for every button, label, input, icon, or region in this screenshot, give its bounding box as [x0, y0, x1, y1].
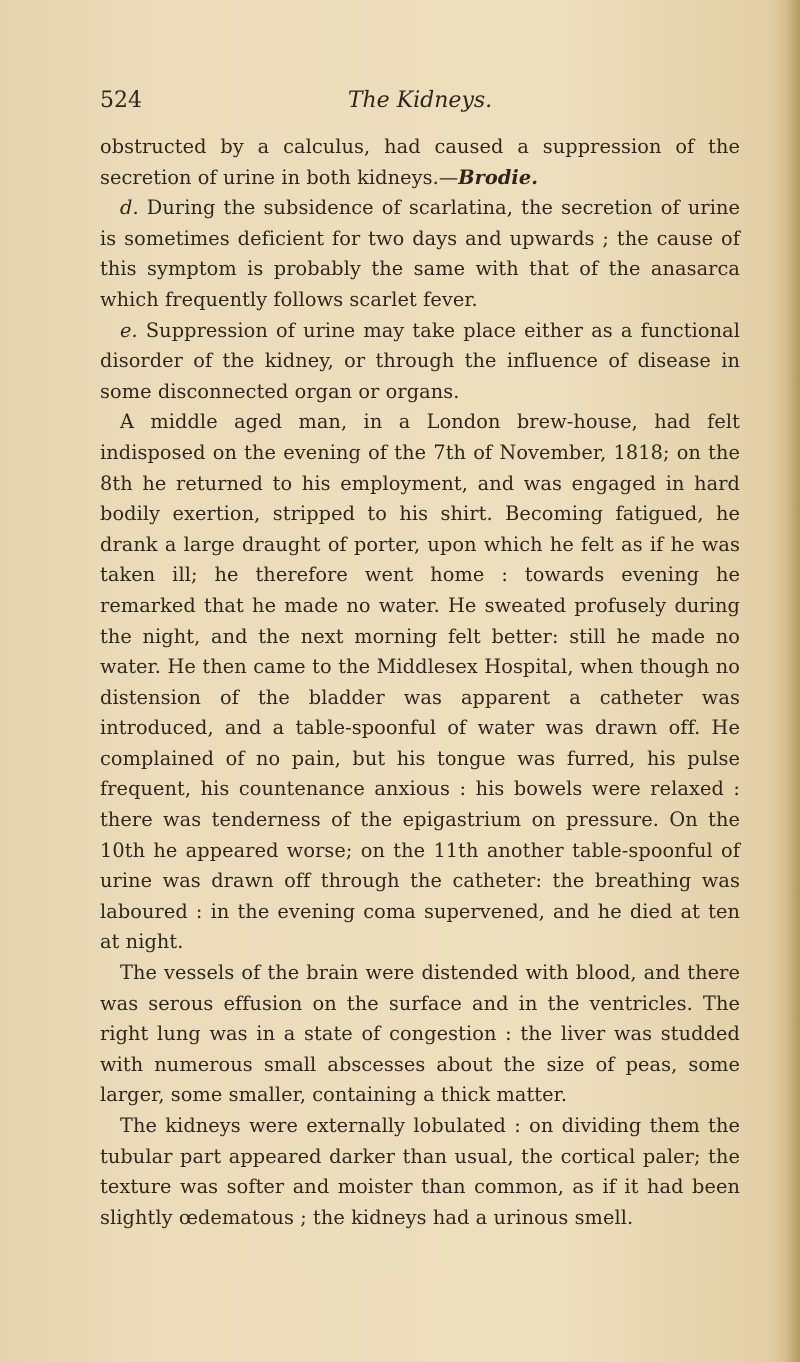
paragraph-text: obstructed by a calculus, had caused a suppression of the secretion of urine in both kidneys.— — [100, 135, 740, 189]
page-edge-shadow — [786, 0, 800, 1362]
paragraph-e — [100, 316, 740, 408]
paragraph-label: d. — [120, 196, 139, 220]
page-number: 524 — [100, 88, 142, 113]
paragraph-kidney-findings: The kidneys were externally lobulated : on dividing them the tubular part appeared darker than usual, the cortical paler; the texture was softer and moister than common, as if it had been slightly œdematous ; the kidneys had a urinous smell. — [100, 1114, 740, 1229]
paragraph-label: e. — [120, 318, 138, 342]
paragraph-case-history: A middle aged man, in a London brew-house, had felt indisposed on the evening of the 7th of November, 1818; on the 8th he returned to his employment, and was engaged in hard bodily exertion, stripped to his shirt. Becoming fatigued, he drank a large draught of porter, upon which he felt as if he was taken ill; he therefore went home : towards evening he remarked that he made no water. He sweated profusely during the night, and the next morning felt better: still he made no water. He then came to the Middlesex Hospital, when though no distension of the bladder was apparent a catheter was introduced, and a table-spoonful of water was drawn off. He complained of no pain, but his tongue was furred, his pulse frequent, his countenance anxious : his bowels were relaxed : there was tenderness of the epigastrium on pressure. On the 10th he appeared worse; on the 11th another table-spoonful of urine was drawn off through the catheter: the breathing was laboured : in the evening coma supervened, and he died at ten at night. — [100, 410, 740, 954]
body-text — [100, 132, 740, 1233]
citation-attribution: Brodie. — [458, 165, 539, 189]
paragraph-autopsy-findings: The vessels of the brain were distended with blood, and there was serous effusion on the surface and in the ventricles. The right lung was in a state of congestion : the liver was studded with numerous small abscesses about the size of peas, some larger, some smaller, containing a thick matter. — [100, 961, 740, 1107]
paragraph-d — [100, 193, 740, 315]
page-header — [100, 86, 740, 122]
paragraph-text: Suppression of urine may take place either as a functional disorder of the kidney, or through the influence of disease in some disconnected organ or organs. — [100, 318, 740, 403]
running-title: The Kidneys. — [347, 88, 493, 113]
paragraph-continuation — [100, 132, 740, 193]
paragraph-text: During the subsidence of scarlatina, the secretion of urine is sometimes deficient for two days and upwards ; the cause of this symptom is probably the same with that of the anasarca which frequently follows scarlet fever. — [100, 196, 740, 311]
